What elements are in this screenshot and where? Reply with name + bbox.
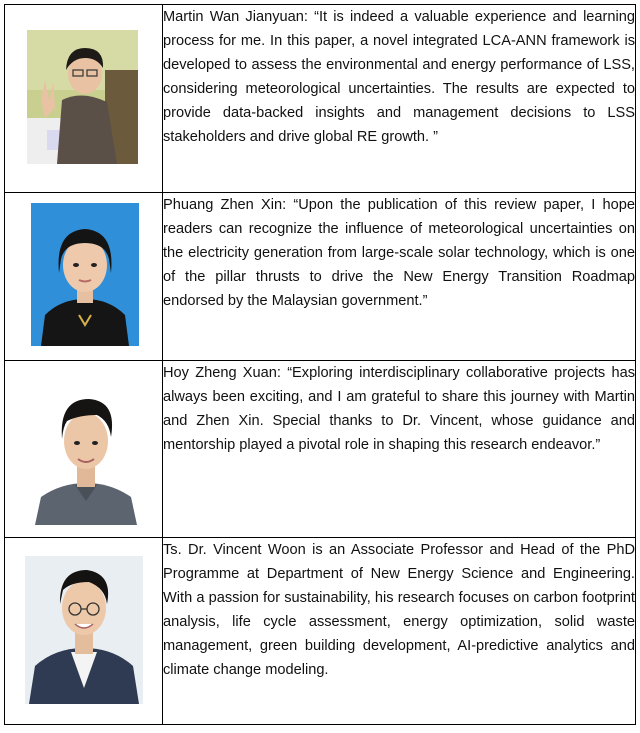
text-cell <box>163 361 636 538</box>
text-cell <box>163 5 636 193</box>
bio-text-phuang: Phuang Zhen Xin: “Upon the publication of this review paper, I hope readers can recognize the influence of meteorological uncertainties on the electricity generation from large-scale solar technology, which is one of the pillar thrusts to drive the New Energy Transition Roadmap endorsed by the Malaysian government.” <box>163 197 635 310</box>
text-cell <box>163 538 636 725</box>
photo-cell <box>5 5 163 193</box>
bio-row <box>5 5 636 193</box>
bio-text-vincent: Ts. Dr. Vincent Woon is an Associate Professor and Head of the PhD Programme at Department of New Energy Science and Engineering. With a passion for sustainability, his research focuses on carbon footprint analysis, life cycle assessment, energy optimization, solid waste management, green building development, AI-predictive analytics and climate change modeling. <box>163 542 635 679</box>
photo-vincent-woon <box>25 556 143 704</box>
photo-hoy-zheng-xuan <box>31 385 141 525</box>
text-cell <box>163 193 636 361</box>
bio-table <box>4 4 636 725</box>
photo-cell <box>5 193 163 361</box>
bio-row <box>5 193 636 361</box>
photo-cell <box>5 361 163 538</box>
bio-row <box>5 538 636 725</box>
bio-text-martin: Martin Wan Jianyuan: “It is indeed a valuable experience and learning process for me. In this paper, a novel integrated LCA-ANN framework is developed to assess the environmental and energy performance of LSS, considering meteorological uncertainties. The results are expected to provide data-backed insights and management decisions to LSS stakeholders and drive global RE growth. ” <box>163 9 635 146</box>
photo-cell <box>5 538 163 725</box>
bio-row <box>5 361 636 538</box>
photo-phuang-zhen-xin <box>31 203 139 346</box>
photo-martin-wan-jianyuan <box>27 30 138 164</box>
bio-text-hoy: Hoy Zheng Xuan: “Exploring interdisciplinary collaborative projects has always been exciting, and I am grateful to share this journey with Martin and Zhen Xin. Special thanks to Dr. Vincent, whose guidance and mentorship played a pivotal role in shaping this research endeavor.” <box>163 365 635 454</box>
